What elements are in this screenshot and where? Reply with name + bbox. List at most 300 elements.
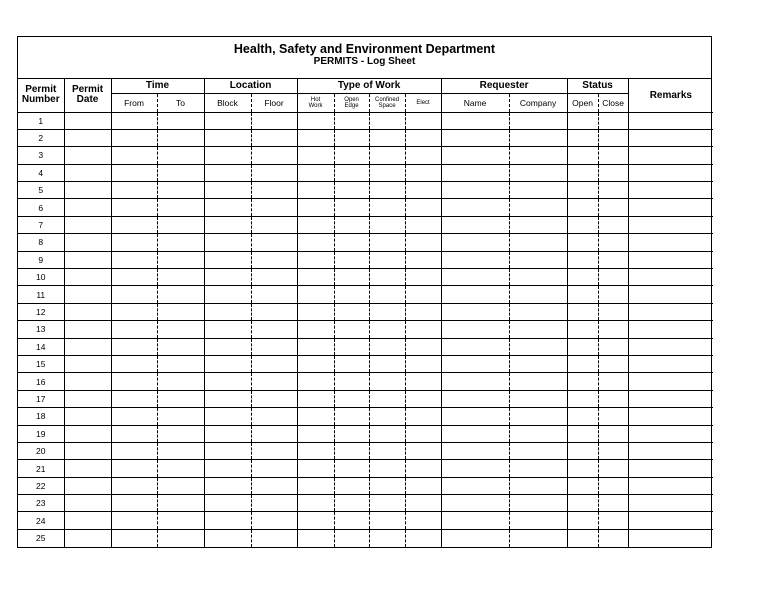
requester-name-cell[interactable]	[441, 512, 509, 529]
elect-cell[interactable]	[405, 390, 441, 407]
requester-company-cell[interactable]	[509, 303, 567, 320]
requester-company-cell[interactable]	[509, 390, 567, 407]
hot-work-cell[interactable]	[297, 216, 334, 233]
time-from-cell[interactable]	[111, 147, 157, 164]
requester-company-cell[interactable]	[509, 147, 567, 164]
open-edge-cell[interactable]	[334, 495, 369, 512]
status-close-cell[interactable]	[598, 129, 628, 146]
permit-date-cell[interactable]	[64, 442, 111, 459]
status-close-cell[interactable]	[598, 390, 628, 407]
requester-company-cell[interactable]	[509, 269, 567, 286]
permit-date-cell[interactable]	[64, 234, 111, 251]
open-edge-cell[interactable]	[334, 303, 369, 320]
remarks-cell[interactable]	[628, 216, 713, 233]
status-open-cell[interactable]	[567, 199, 598, 216]
status-open-cell[interactable]	[567, 390, 598, 407]
time-to-cell[interactable]	[157, 355, 204, 372]
time-from-cell[interactable]	[111, 164, 157, 181]
location-block-cell[interactable]	[204, 216, 251, 233]
confined-space-cell[interactable]	[369, 112, 405, 129]
location-floor-cell[interactable]	[251, 495, 297, 512]
requester-company-cell[interactable]	[509, 425, 567, 442]
time-from-cell[interactable]	[111, 321, 157, 338]
remarks-cell[interactable]	[628, 251, 713, 268]
open-edge-cell[interactable]	[334, 373, 369, 390]
remarks-cell[interactable]	[628, 286, 713, 303]
confined-space-cell[interactable]	[369, 321, 405, 338]
requester-name-cell[interactable]	[441, 495, 509, 512]
remarks-cell[interactable]	[628, 460, 713, 477]
time-to-cell[interactable]	[157, 338, 204, 355]
time-to-cell[interactable]	[157, 460, 204, 477]
location-floor-cell[interactable]	[251, 425, 297, 442]
time-to-cell[interactable]	[157, 147, 204, 164]
requester-name-cell[interactable]	[441, 425, 509, 442]
time-from-cell[interactable]	[111, 216, 157, 233]
confined-space-cell[interactable]	[369, 425, 405, 442]
open-edge-cell[interactable]	[334, 408, 369, 425]
time-from-cell[interactable]	[111, 251, 157, 268]
hot-work-cell[interactable]	[297, 199, 334, 216]
requester-name-cell[interactable]	[441, 529, 509, 546]
status-open-cell[interactable]	[567, 129, 598, 146]
status-close-cell[interactable]	[598, 199, 628, 216]
hot-work-cell[interactable]	[297, 147, 334, 164]
confined-space-cell[interactable]	[369, 234, 405, 251]
requester-name-cell[interactable]	[441, 408, 509, 425]
hot-work-cell[interactable]	[297, 321, 334, 338]
status-open-cell[interactable]	[567, 286, 598, 303]
remarks-cell[interactable]	[628, 373, 713, 390]
status-open-cell[interactable]	[567, 251, 598, 268]
open-edge-cell[interactable]	[334, 164, 369, 181]
elect-cell[interactable]	[405, 147, 441, 164]
permit-date-cell[interactable]	[64, 303, 111, 320]
location-block-cell[interactable]	[204, 147, 251, 164]
requester-name-cell[interactable]	[441, 164, 509, 181]
status-close-cell[interactable]	[598, 338, 628, 355]
hot-work-cell[interactable]	[297, 512, 334, 529]
hot-work-cell[interactable]	[297, 112, 334, 129]
time-to-cell[interactable]	[157, 251, 204, 268]
remarks-cell[interactable]	[628, 425, 713, 442]
remarks-cell[interactable]	[628, 512, 713, 529]
status-close-cell[interactable]	[598, 529, 628, 546]
location-block-cell[interactable]	[204, 303, 251, 320]
requester-name-cell[interactable]	[441, 321, 509, 338]
remarks-cell[interactable]	[628, 303, 713, 320]
time-from-cell[interactable]	[111, 495, 157, 512]
requester-name-cell[interactable]	[441, 390, 509, 407]
requester-company-cell[interactable]	[509, 512, 567, 529]
elect-cell[interactable]	[405, 164, 441, 181]
confined-space-cell[interactable]	[369, 355, 405, 372]
status-open-cell[interactable]	[567, 321, 598, 338]
location-floor-cell[interactable]	[251, 286, 297, 303]
remarks-cell[interactable]	[628, 529, 713, 546]
time-from-cell[interactable]	[111, 390, 157, 407]
time-to-cell[interactable]	[157, 286, 204, 303]
open-edge-cell[interactable]	[334, 477, 369, 494]
requester-name-cell[interactable]	[441, 338, 509, 355]
permit-date-cell[interactable]	[64, 338, 111, 355]
time-to-cell[interactable]	[157, 495, 204, 512]
location-floor-cell[interactable]	[251, 390, 297, 407]
permit-date-cell[interactable]	[64, 286, 111, 303]
requester-name-cell[interactable]	[441, 129, 509, 146]
status-open-cell[interactable]	[567, 408, 598, 425]
permit-date-cell[interactable]	[64, 321, 111, 338]
location-block-cell[interactable]	[204, 286, 251, 303]
time-to-cell[interactable]	[157, 199, 204, 216]
remarks-cell[interactable]	[628, 355, 713, 372]
permit-date-cell[interactable]	[64, 199, 111, 216]
remarks-cell[interactable]	[628, 269, 713, 286]
elect-cell[interactable]	[405, 251, 441, 268]
requester-company-cell[interactable]	[509, 286, 567, 303]
permit-date-cell[interactable]	[64, 269, 111, 286]
requester-company-cell[interactable]	[509, 182, 567, 199]
hot-work-cell[interactable]	[297, 234, 334, 251]
open-edge-cell[interactable]	[334, 129, 369, 146]
remarks-cell[interactable]	[628, 199, 713, 216]
open-edge-cell[interactable]	[334, 199, 369, 216]
requester-name-cell[interactable]	[441, 442, 509, 459]
location-block-cell[interactable]	[204, 460, 251, 477]
requester-company-cell[interactable]	[509, 129, 567, 146]
elect-cell[interactable]	[405, 425, 441, 442]
remarks-cell[interactable]	[628, 477, 713, 494]
elect-cell[interactable]	[405, 129, 441, 146]
elect-cell[interactable]	[405, 303, 441, 320]
elect-cell[interactable]	[405, 512, 441, 529]
hot-work-cell[interactable]	[297, 477, 334, 494]
requester-company-cell[interactable]	[509, 164, 567, 181]
location-floor-cell[interactable]	[251, 164, 297, 181]
confined-space-cell[interactable]	[369, 495, 405, 512]
time-from-cell[interactable]	[111, 269, 157, 286]
hot-work-cell[interactable]	[297, 373, 334, 390]
status-open-cell[interactable]	[567, 216, 598, 233]
remarks-cell[interactable]	[628, 147, 713, 164]
hot-work-cell[interactable]	[297, 182, 334, 199]
elect-cell[interactable]	[405, 269, 441, 286]
confined-space-cell[interactable]	[369, 512, 405, 529]
location-floor-cell[interactable]	[251, 216, 297, 233]
confined-space-cell[interactable]	[369, 373, 405, 390]
hot-work-cell[interactable]	[297, 442, 334, 459]
status-open-cell[interactable]	[567, 373, 598, 390]
time-to-cell[interactable]	[157, 477, 204, 494]
location-floor-cell[interactable]	[251, 529, 297, 546]
remarks-cell[interactable]	[628, 182, 713, 199]
open-edge-cell[interactable]	[334, 286, 369, 303]
remarks-cell[interactable]	[628, 234, 713, 251]
confined-space-cell[interactable]	[369, 147, 405, 164]
location-block-cell[interactable]	[204, 390, 251, 407]
status-close-cell[interactable]	[598, 321, 628, 338]
status-close-cell[interactable]	[598, 355, 628, 372]
open-edge-cell[interactable]	[334, 529, 369, 546]
open-edge-cell[interactable]	[334, 112, 369, 129]
location-floor-cell[interactable]	[251, 355, 297, 372]
location-block-cell[interactable]	[204, 164, 251, 181]
time-to-cell[interactable]	[157, 216, 204, 233]
remarks-cell[interactable]	[628, 112, 713, 129]
time-to-cell[interactable]	[157, 321, 204, 338]
status-close-cell[interactable]	[598, 512, 628, 529]
requester-company-cell[interactable]	[509, 373, 567, 390]
hot-work-cell[interactable]	[297, 408, 334, 425]
location-block-cell[interactable]	[204, 112, 251, 129]
hot-work-cell[interactable]	[297, 425, 334, 442]
permit-date-cell[interactable]	[64, 477, 111, 494]
open-edge-cell[interactable]	[334, 442, 369, 459]
location-floor-cell[interactable]	[251, 442, 297, 459]
hot-work-cell[interactable]	[297, 338, 334, 355]
permit-date-cell[interactable]	[64, 495, 111, 512]
hot-work-cell[interactable]	[297, 164, 334, 181]
status-open-cell[interactable]	[567, 269, 598, 286]
time-from-cell[interactable]	[111, 529, 157, 546]
time-from-cell[interactable]	[111, 129, 157, 146]
elect-cell[interactable]	[405, 373, 441, 390]
time-from-cell[interactable]	[111, 303, 157, 320]
location-block-cell[interactable]	[204, 373, 251, 390]
elect-cell[interactable]	[405, 199, 441, 216]
permit-date-cell[interactable]	[64, 373, 111, 390]
confined-space-cell[interactable]	[369, 164, 405, 181]
hot-work-cell[interactable]	[297, 355, 334, 372]
hot-work-cell[interactable]	[297, 269, 334, 286]
permit-date-cell[interactable]	[64, 164, 111, 181]
status-close-cell[interactable]	[598, 442, 628, 459]
open-edge-cell[interactable]	[334, 355, 369, 372]
time-from-cell[interactable]	[111, 442, 157, 459]
status-close-cell[interactable]	[598, 112, 628, 129]
location-floor-cell[interactable]	[251, 269, 297, 286]
hot-work-cell[interactable]	[297, 303, 334, 320]
location-block-cell[interactable]	[204, 495, 251, 512]
status-open-cell[interactable]	[567, 477, 598, 494]
status-open-cell[interactable]	[567, 182, 598, 199]
open-edge-cell[interactable]	[334, 234, 369, 251]
confined-space-cell[interactable]	[369, 199, 405, 216]
remarks-cell[interactable]	[628, 390, 713, 407]
status-close-cell[interactable]	[598, 495, 628, 512]
requester-company-cell[interactable]	[509, 495, 567, 512]
status-close-cell[interactable]	[598, 373, 628, 390]
status-close-cell[interactable]	[598, 408, 628, 425]
location-floor-cell[interactable]	[251, 321, 297, 338]
time-to-cell[interactable]	[157, 425, 204, 442]
open-edge-cell[interactable]	[334, 390, 369, 407]
status-open-cell[interactable]	[567, 303, 598, 320]
remarks-cell[interactable]	[628, 164, 713, 181]
requester-company-cell[interactable]	[509, 477, 567, 494]
time-from-cell[interactable]	[111, 408, 157, 425]
status-open-cell[interactable]	[567, 338, 598, 355]
time-to-cell[interactable]	[157, 182, 204, 199]
time-from-cell[interactable]	[111, 286, 157, 303]
time-from-cell[interactable]	[111, 199, 157, 216]
time-to-cell[interactable]	[157, 373, 204, 390]
status-open-cell[interactable]	[567, 234, 598, 251]
confined-space-cell[interactable]	[369, 442, 405, 459]
open-edge-cell[interactable]	[334, 512, 369, 529]
location-block-cell[interactable]	[204, 129, 251, 146]
requester-name-cell[interactable]	[441, 112, 509, 129]
location-floor-cell[interactable]	[251, 199, 297, 216]
confined-space-cell[interactable]	[369, 286, 405, 303]
permit-date-cell[interactable]	[64, 129, 111, 146]
remarks-cell[interactable]	[628, 321, 713, 338]
requester-name-cell[interactable]	[441, 251, 509, 268]
hot-work-cell[interactable]	[297, 529, 334, 546]
location-floor-cell[interactable]	[251, 512, 297, 529]
requester-name-cell[interactable]	[441, 373, 509, 390]
location-block-cell[interactable]	[204, 321, 251, 338]
confined-space-cell[interactable]	[369, 129, 405, 146]
time-from-cell[interactable]	[111, 234, 157, 251]
elect-cell[interactable]	[405, 321, 441, 338]
requester-name-cell[interactable]	[441, 182, 509, 199]
location-floor-cell[interactable]	[251, 251, 297, 268]
time-to-cell[interactable]	[157, 303, 204, 320]
confined-space-cell[interactable]	[369, 390, 405, 407]
open-edge-cell[interactable]	[334, 338, 369, 355]
permit-date-cell[interactable]	[64, 408, 111, 425]
status-close-cell[interactable]	[598, 286, 628, 303]
status-close-cell[interactable]	[598, 147, 628, 164]
elect-cell[interactable]	[405, 216, 441, 233]
confined-space-cell[interactable]	[369, 269, 405, 286]
requester-company-cell[interactable]	[509, 529, 567, 546]
requester-name-cell[interactable]	[441, 355, 509, 372]
hot-work-cell[interactable]	[297, 495, 334, 512]
requester-name-cell[interactable]	[441, 460, 509, 477]
time-to-cell[interactable]	[157, 512, 204, 529]
status-close-cell[interactable]	[598, 182, 628, 199]
location-floor-cell[interactable]	[251, 477, 297, 494]
location-block-cell[interactable]	[204, 529, 251, 546]
permit-date-cell[interactable]	[64, 355, 111, 372]
permit-date-cell[interactable]	[64, 182, 111, 199]
requester-company-cell[interactable]	[509, 216, 567, 233]
location-floor-cell[interactable]	[251, 338, 297, 355]
elect-cell[interactable]	[405, 338, 441, 355]
location-block-cell[interactable]	[204, 269, 251, 286]
requester-name-cell[interactable]	[441, 477, 509, 494]
confined-space-cell[interactable]	[369, 338, 405, 355]
requester-company-cell[interactable]	[509, 460, 567, 477]
confined-space-cell[interactable]	[369, 303, 405, 320]
requester-name-cell[interactable]	[441, 199, 509, 216]
location-block-cell[interactable]	[204, 234, 251, 251]
time-to-cell[interactable]	[157, 234, 204, 251]
requester-name-cell[interactable]	[441, 303, 509, 320]
status-open-cell[interactable]	[567, 112, 598, 129]
status-close-cell[interactable]	[598, 216, 628, 233]
location-block-cell[interactable]	[204, 442, 251, 459]
status-open-cell[interactable]	[567, 512, 598, 529]
requester-name-cell[interactable]	[441, 234, 509, 251]
status-close-cell[interactable]	[598, 303, 628, 320]
elect-cell[interactable]	[405, 112, 441, 129]
status-close-cell[interactable]	[598, 234, 628, 251]
remarks-cell[interactable]	[628, 442, 713, 459]
location-floor-cell[interactable]	[251, 303, 297, 320]
open-edge-cell[interactable]	[334, 321, 369, 338]
location-floor-cell[interactable]	[251, 182, 297, 199]
confined-space-cell[interactable]	[369, 251, 405, 268]
requester-name-cell[interactable]	[441, 147, 509, 164]
time-to-cell[interactable]	[157, 164, 204, 181]
requester-company-cell[interactable]	[509, 442, 567, 459]
remarks-cell[interactable]	[628, 495, 713, 512]
time-from-cell[interactable]	[111, 338, 157, 355]
remarks-cell[interactable]	[628, 338, 713, 355]
location-floor-cell[interactable]	[251, 234, 297, 251]
open-edge-cell[interactable]	[334, 147, 369, 164]
confined-space-cell[interactable]	[369, 477, 405, 494]
requester-company-cell[interactable]	[509, 112, 567, 129]
permit-date-cell[interactable]	[64, 460, 111, 477]
status-open-cell[interactable]	[567, 147, 598, 164]
location-block-cell[interactable]	[204, 477, 251, 494]
time-to-cell[interactable]	[157, 408, 204, 425]
status-close-cell[interactable]	[598, 425, 628, 442]
location-floor-cell[interactable]	[251, 112, 297, 129]
elect-cell[interactable]	[405, 286, 441, 303]
status-open-cell[interactable]	[567, 442, 598, 459]
permit-date-cell[interactable]	[64, 216, 111, 233]
confined-space-cell[interactable]	[369, 408, 405, 425]
hot-work-cell[interactable]	[297, 390, 334, 407]
permit-date-cell[interactable]	[64, 251, 111, 268]
status-close-cell[interactable]	[598, 460, 628, 477]
requester-company-cell[interactable]	[509, 355, 567, 372]
confined-space-cell[interactable]	[369, 529, 405, 546]
requester-company-cell[interactable]	[509, 338, 567, 355]
status-open-cell[interactable]	[567, 425, 598, 442]
status-close-cell[interactable]	[598, 164, 628, 181]
location-block-cell[interactable]	[204, 408, 251, 425]
open-edge-cell[interactable]	[334, 269, 369, 286]
elect-cell[interactable]	[405, 182, 441, 199]
permit-date-cell[interactable]	[64, 529, 111, 546]
location-block-cell[interactable]	[204, 182, 251, 199]
time-to-cell[interactable]	[157, 129, 204, 146]
time-to-cell[interactable]	[157, 269, 204, 286]
location-block-cell[interactable]	[204, 355, 251, 372]
time-from-cell[interactable]	[111, 182, 157, 199]
elect-cell[interactable]	[405, 460, 441, 477]
elect-cell[interactable]	[405, 477, 441, 494]
remarks-cell[interactable]	[628, 408, 713, 425]
permit-date-cell[interactable]	[64, 112, 111, 129]
requester-company-cell[interactable]	[509, 199, 567, 216]
elect-cell[interactable]	[405, 529, 441, 546]
elect-cell[interactable]	[405, 442, 441, 459]
requester-name-cell[interactable]	[441, 269, 509, 286]
location-block-cell[interactable]	[204, 512, 251, 529]
requester-company-cell[interactable]	[509, 321, 567, 338]
confined-space-cell[interactable]	[369, 460, 405, 477]
open-edge-cell[interactable]	[334, 425, 369, 442]
hot-work-cell[interactable]	[297, 251, 334, 268]
time-to-cell[interactable]	[157, 112, 204, 129]
